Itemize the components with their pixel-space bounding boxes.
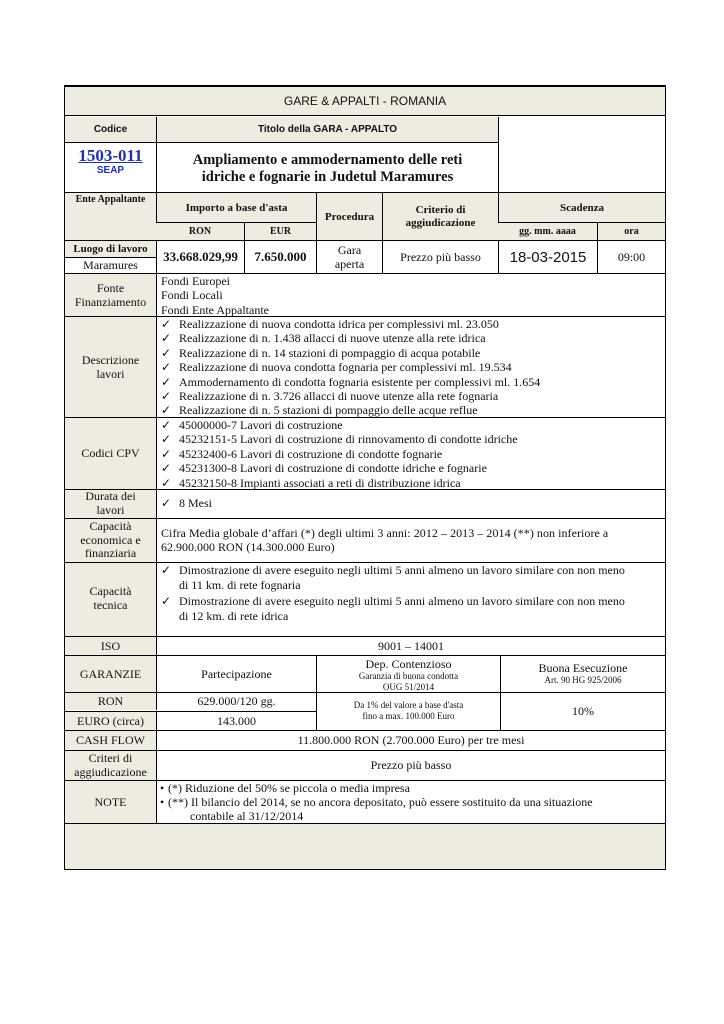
cpv-item: ✓ 45232400-6 Lavori di costruzione di condotte fognarie [161, 446, 443, 461]
codice-source: SEAP [96, 165, 125, 176]
bullet-icon: • [160, 781, 165, 795]
criterio-label-line1: Criterio di [415, 204, 466, 216]
cashflow-value: 11.800.000 RON (2.700.000 Euro) per tre mesi [156, 731, 665, 750]
cpv-item: ✓ 45231300-8 Lavori di costruzione di condotte idriche e fognarie [161, 461, 487, 476]
criterio-label-line2: aggiudicazione [405, 217, 476, 229]
ente-label: Ente Appaltante [65, 193, 156, 207]
dep-value-line2: fino a max. 100.000 Euro [362, 711, 455, 721]
check-icon: ✓ [161, 432, 172, 447]
iso-label: ISO [65, 637, 156, 655]
durata-value: ✓ 8 Mesi [161, 496, 212, 510]
cpv-list [156, 418, 665, 489]
fonte-label-line1: Fonte [96, 281, 125, 295]
descrizione-label-line2: lavori [96, 367, 125, 381]
capacita-ef-label [65, 519, 156, 562]
iso-value: 9001 – 14001 [156, 637, 665, 655]
fonte-item: Fondi Locali [161, 288, 223, 303]
criteri-label-line1: Criteri di [88, 751, 133, 765]
capacita-t-item: ✓ Dimostrazione di avere eseguito negli ultimi 5 anni almeno un lavoro similare con non meno di 11 km. di rete fognaria [161, 563, 625, 593]
procedura-value-line2: aperta [334, 257, 365, 271]
descrizione-item: ✓ Realizzazione di n. 5 stazioni di pompaggio delle acque reflue [161, 403, 478, 418]
note-label: NOTE [65, 781, 156, 823]
dep-value [316, 693, 500, 730]
scadenza-time: 09:00 [597, 241, 665, 273]
importo-label: Importo a base d'asta [156, 193, 316, 222]
dep-contenzioso-header [316, 656, 500, 692]
check-icon: ✓ [161, 563, 172, 577]
capacita-ef-label-line3: finanziaria [84, 546, 137, 560]
capacita-t-label-line2: tecnica [93, 598, 128, 612]
cpv-item: ✓ 45232151-5 Lavori di costruzione di rinnovamento di condotte idriche [161, 432, 518, 447]
gara-title-line1: Ampliamento e ammodernamento delle reti [192, 152, 463, 168]
empty-cell-top-right [498, 117, 665, 192]
descrizione-item: ✓ Realizzazione di n. 1.438 allacci di nuove utenze alla rete idrica [161, 331, 486, 346]
check-icon: ✓ [161, 496, 172, 510]
check-icon: ✓ [161, 475, 172, 490]
fonte-item: Fondi Ente Appaltante [161, 302, 269, 317]
gara-title [156, 143, 498, 192]
codice-value[interactable]: 1503-011 [78, 146, 143, 165]
procedura-value-line1: Gara [337, 243, 362, 257]
note-item-continuation: contabile al 31/12/2014 [190, 809, 304, 823]
durata-label-line2: lavori [96, 502, 125, 517]
cashflow-label: CASH FLOW [65, 731, 156, 750]
descrizione-item: ✓ Realizzazione di nuova condotta idrica per complessivi ml. 23.050 [161, 317, 499, 331]
descrizione-item: ✓ Realizzazione di n. 14 stazioni di pompaggio di acqua potabile [161, 345, 481, 360]
titolo-label: Titolo della GARA - APPALTO [156, 117, 498, 142]
note-item: • (**) Il bilancio del 2014, se no ancora depositato, può essere sostituito da una situazione [160, 795, 593, 809]
dep-sub1: Garanzia di buona condotta [358, 671, 459, 681]
importo-eur-value: 7.650.000 [244, 241, 316, 273]
check-icon: ✓ [161, 593, 172, 608]
buona-esecuzione-header [500, 656, 665, 692]
importo-ron-value: 33.668.029,99 [156, 241, 244, 273]
eur-header: EUR [244, 223, 316, 240]
luogo-value: Maramures [83, 258, 138, 272]
dep-title: Dep. Contenzioso [365, 657, 452, 671]
check-icon: ✓ [161, 446, 172, 461]
ron-row-label: RON [65, 693, 156, 710]
ron-row-value: 629.000/120 gg. [156, 693, 316, 710]
dep-value-line1: Da 1% del valore a base d'asta [353, 700, 464, 710]
criterio-label [382, 193, 498, 240]
descrizione-list [156, 317, 665, 417]
scadenza-date: 18-03-2015 [498, 241, 597, 273]
buona-value: 10% [500, 693, 665, 730]
scadenza-label: Scadenza [498, 193, 665, 222]
codice-label: Codice [65, 117, 156, 142]
check-icon: ✓ [161, 461, 172, 476]
capacita-ef-line2: 62.900.000 RON (14.300.000 Euro) [161, 540, 335, 555]
capacita-ef-label-line1: Capacità [89, 519, 132, 533]
date-header: gg. mm. aaaa [498, 223, 597, 240]
criteri-label [65, 751, 156, 780]
check-icon: ✓ [161, 389, 172, 404]
check-icon: ✓ [161, 345, 172, 360]
ente-fill [65, 207, 156, 240]
footer-empty-block [65, 823, 665, 869]
durata-value-cell [156, 490, 665, 518]
capacita-t-label-line1: Capacità [89, 584, 132, 598]
garanzie-label: GARANZIE [65, 656, 156, 692]
dep-sub2: OUG 51/2014 [382, 682, 435, 692]
procedura-label: Procedura [316, 193, 382, 240]
buona-title: Buona Esecuzione [538, 661, 628, 675]
capacita-t-item: ✓ Dimostrazione di avere eseguito negli ultimi 5 anni almeno un lavoro similare con non meno di 12 km. di rete idrica [161, 593, 625, 623]
cpv-item: ✓ 45232150-8 Impianti associati a reti di distribuzione idrica [161, 475, 461, 490]
bullet-icon: • [160, 795, 165, 809]
fonte-label [65, 274, 156, 316]
partecipazione-header: Partecipazione [156, 656, 316, 692]
luogo-label: Luogo di lavoro [65, 241, 156, 257]
criteri-label-line2: aggiudicazione [74, 765, 147, 779]
check-icon: ✓ [161, 360, 172, 375]
check-icon: ✓ [161, 418, 172, 432]
note-item: • (*) Riduzione del 50% se piccola o media impresa [160, 781, 410, 795]
capacita-ef-line1: Cifra Media globale d’affari (*) degli ultimi 3 anni: 2012 – 2013 – 2014 (**) non inferiore a [161, 526, 609, 540]
descrizione-item: ✓ Realizzazione di nuova condotta fognaria per complessivi ml. 19.534 [161, 360, 512, 375]
procedura-value [316, 241, 382, 273]
euro-row-value: 143.000 [156, 712, 316, 730]
ron-header: RON [156, 223, 244, 240]
check-icon: ✓ [161, 331, 172, 346]
descrizione-item: ✓ Ammodernamento di condotta fognaria esistente per complessivi ml. 1.654 [161, 374, 541, 389]
descrizione-label-line1: Descrizione [81, 353, 140, 367]
cpv-item: ✓ 45000000-7 Lavori di costruzione [161, 418, 343, 432]
durata-label [65, 490, 156, 518]
capacita-t-label [65, 563, 156, 636]
fonte-item: Fondi Europei [161, 274, 230, 288]
criteri-value: Prezzo più basso [156, 751, 665, 780]
fonte-label-line2: Finanziamento [74, 295, 147, 309]
check-icon: ✓ [161, 403, 172, 418]
descrizione-item: ✓ Realizzazione di n. 3.726 allacci di nuove utenze alla rete fognaria [161, 389, 499, 404]
check-icon: ✓ [161, 374, 172, 389]
codice-cell [65, 143, 156, 192]
document-title: GARE & APPALTI - ROMANIA [65, 86, 665, 116]
capacita-ef-text [156, 519, 665, 562]
note-text [156, 781, 665, 823]
check-icon: ✓ [161, 317, 172, 331]
durata-label-line1: Durata dei [85, 489, 136, 503]
gara-title-line2: idriche e fognarie in Judetul Maramures [201, 169, 454, 185]
time-header: ora [597, 223, 665, 240]
capacita-t-list [156, 563, 665, 636]
capacita-ef-label-line2: economica e [80, 532, 141, 547]
fonte-list [156, 274, 665, 316]
criterio-value: Prezzo più basso [382, 241, 498, 273]
descrizione-label [65, 317, 156, 417]
euro-row-label: EURO (circa) [65, 712, 156, 730]
cpv-label: Codici CPV [65, 418, 156, 489]
buona-sub: Art. 90 HG 925/2006 [544, 675, 622, 685]
